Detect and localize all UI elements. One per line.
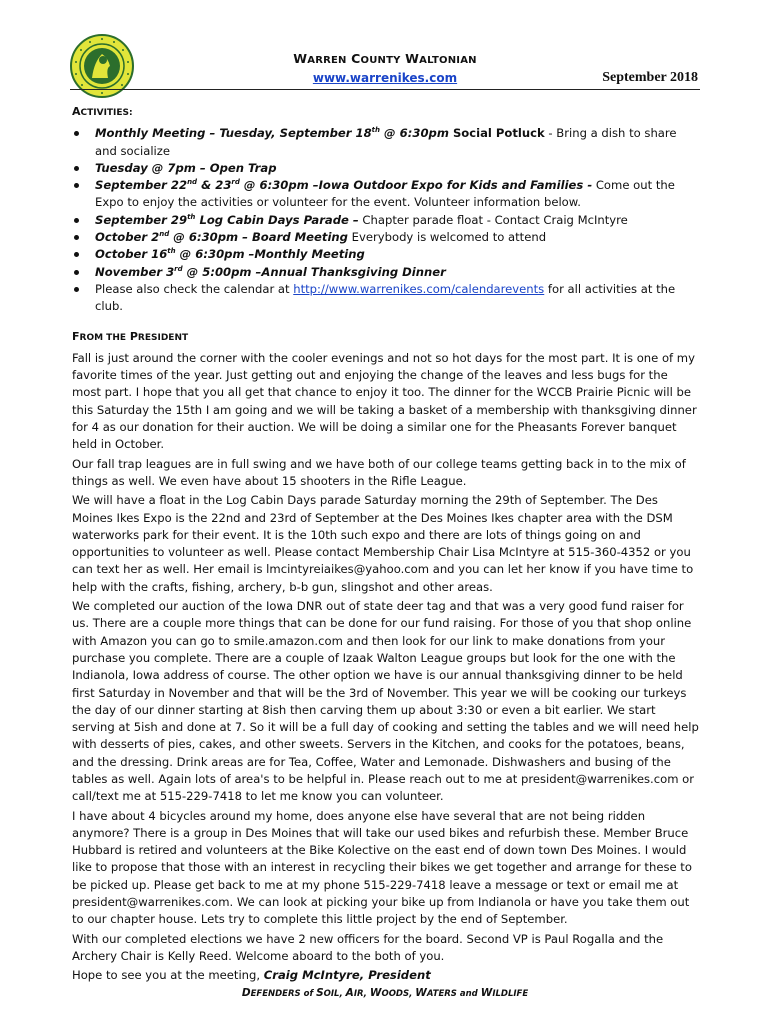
president-paragraph: I have about 4 bicycles around my home, does anyone else have several that are not being ridden anymore? There is a group in Des Moines that will take our used bikes and refurbish these. Member Bruce Hubbard is retired and volunteers at the Bike Kolective on the east end of down town Des Moines. I would like to propose that those with an interest in recycling their bikes we get together and arrange for these to be picked up. Please get back to me at my phone 515-229-7418 leave a message or text or email me at president@warrenikes.com. We can look at picking your bike up from Indianola or have you take them out to our chapter house. Lets try to complete this little project by the end of September. [72,808,692,927]
president-paragraph: Fall is just around the corner with the cooler evenings and not so hot days for the most part. It is one of my favorite times of the year. Just getting out and enjoying the change of the leaves and less bugs for the most part. I hope that you all get that chance to enjoy it too. The dinner for the WCCB Prairie Picnic will be this Saturday the 15th I am going and we will be taking a basket of a membership with thanksgiving dinner for 4 as our donation for their auction. We will be doing a similar one for the Pheasants Forever banquet held in October. [72,350,697,452]
list-item: October 2nd @ 6:30pm – Board Meeting Everybody is welcomed to attend [72,229,700,246]
calendar-link[interactable]: http://www.warrenikes.com/calendarevents [293,281,545,296]
list-item: Please also check the calendar at http://www.warrenikes.com/calendarevents for all activities at the club. [72,281,700,316]
footer-motto: DEFENDERS of SOIL, AIR, WOODS, WATERS and WILDLIFE [241,987,529,999]
list-item: October 16th @ 6:30pm –Monthly Meeting [72,246,700,263]
closing-line: Hope to see you at the meeting, Craig McIntyre, President [72,968,431,983]
president-paragraph: Our fall trap leagues are in full swing and we have both of our college teams getting back in to the mix of things as well. We even have about 15 shooters in the Rifle League. [72,456,686,488]
president-paragraph: With our completed elections we have 2 new officers for the board. Second VP is Paul Rogalla and the Archery Chair is Kelly Reed. Welcome aboard to the both of you. [72,931,664,963]
president-heading: FROM THE PRESIDENT [72,329,189,343]
president-paragraph: We completed our auction of the Iowa DNR out of state deer tag and that was a very good fund raiser for us. There are a couple more things that can be done for our fund raising. For those of you that shop online with Amazon you can go to smile.amazon.com and then look for our link to make donations from your purchase you complete. There are a couple of Izaak Walton League groups but look for the one with the Indianola, Iowa address of course. The other option we have is our annual thanksgiving dinner to be held first Saturday in November and that will be the 3rd of November. This year we will be cooking our turkeys the day of our dinner starting at 8ish then carving them up about 3:30 or even a bit earlier. We start serving at 5ish and done at 7. So it will be a full day of cooking and setting the tables and we will need help with desserts of pies, cakes, and other sweets. Servers in the Kitchen, and cooks for the potatoes, beans, and the dressing. Drink areas are for Tea, Coffee, Water and Lemonade. Dishwashers and busing of the tables as well. Again lots of area's to be helpful in. Please reach out to me at president@warrenikes.com or call/text me at 515-229-7418 to let me know you can volunteer. [72,599,699,804]
list-item: September 29th Log Cabin Days Parade – Chapter parade float - Contact Craig McIntyre [72,212,700,229]
issue-date: September 2018 [602,70,698,85]
newsletter-title: WARREN COUNTY WALTONIAN [293,51,477,66]
website-link[interactable]: www.warrenikes.com [312,71,458,85]
signature: Craig McIntyre, President [263,968,431,983]
list-item: September 22nd & 23rd @ 6:30pm –Iowa Outdoor Expo for Kids and Families - Come out the Expo to enjoy the activities or volunteer for the event. Volunteer information below. [72,177,700,212]
activities-heading: ACTIVITIES: [72,105,133,118]
activities-list [72,125,700,315]
list-item: Tuesday @ 7pm – Open Trap [72,160,700,177]
president-paragraph: We will have a float in the Log Cabin Days parade Saturday morning the 29th of September. The Des Moines Ikes Expo is the 22nd and 23rd of September at the Des Moines Ikes chapter area with the DSM waterworks park for their event. It is the 10th such expo and there are lots of things going on and opportunities to volunteer as well. Please contact Membership Chair Lisa McIntyre at 515-360-4352 or you can text her as well. Her email is lmcintyreiaikes@yahoo.com and you can let her know if you have time to help with the crafts, fishing, archery, b-b gun, slingshot and other areas. [72,493,694,594]
main-content [72,103,700,987]
header-divider [70,89,700,90]
list-item: Monthly Meeting – Tuesday, September 18th @ 6:30pm Social Potluck - Bring a dish to share and socialize [72,125,700,160]
list-item: November 3rd @ 5:00pm –Annual Thanksgiving Dinner [72,264,700,281]
